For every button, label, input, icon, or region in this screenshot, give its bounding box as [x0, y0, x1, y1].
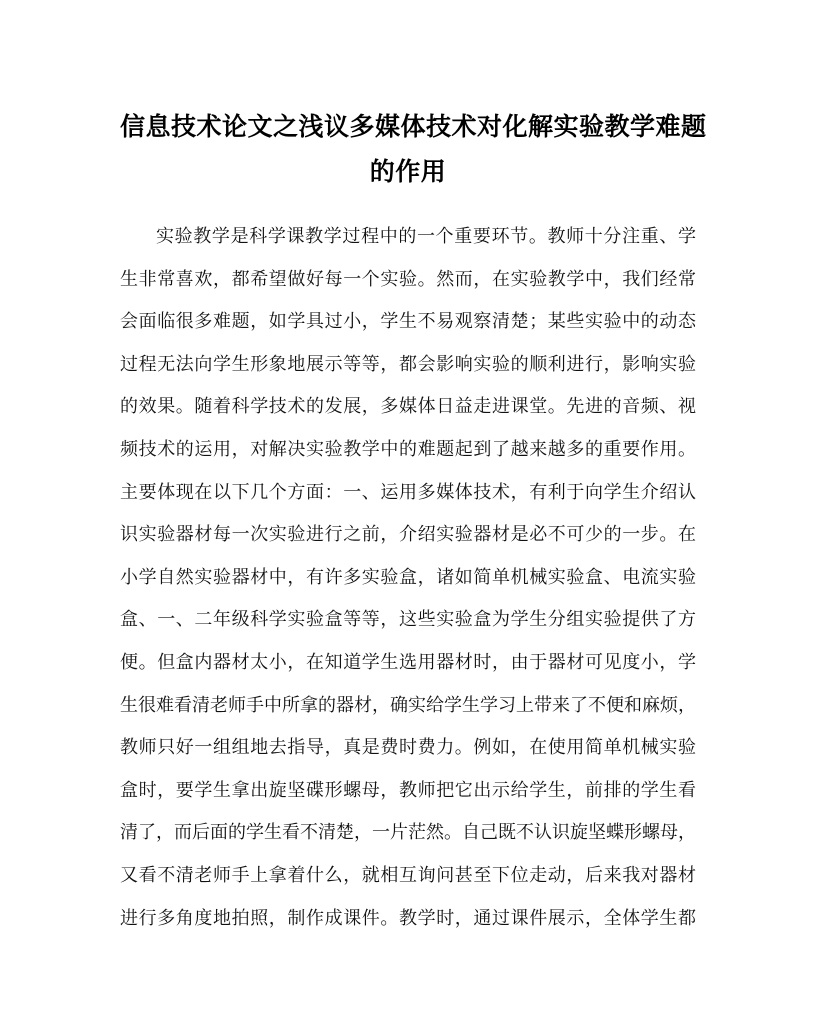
body-line: 过程无法向学生形象地展示等等，都会影响实验的顺利进行，影响实验 — [120, 353, 696, 375]
body-line: 频技术的运用，对解决实验教学中的难题起到了越来越多的重要作用。 — [120, 438, 696, 460]
body-line: 盒时，要学生拿出旋坚碟形螺母，教师把它出示给学生，前排的学生看 — [120, 779, 696, 801]
body-line: 便。但盒内器材太小，在知道学生选用器材时，由于器材可见度小，学 — [120, 651, 696, 673]
body-paragraph — [120, 216, 696, 940]
body-line: 又看不清老师手上拿着什么，就相互询问甚至下位走动，后来我对器材 — [120, 864, 696, 886]
body-line: 教师只好一组组地去指导，真是费时费力。例如，在使用简单机械实验 — [120, 737, 696, 759]
body-line: 盒、一、二年级科学实验盒等等，这些实验盒为学生分组实验提供了方 — [120, 609, 696, 631]
document-title — [120, 104, 707, 194]
body-line: 识实验器材每一次实验进行之前，介绍实验器材是必不可少的一步。在 — [120, 524, 696, 546]
body-line: 小学自然实验器材中，有许多实验盒，诸如简单机械实验盒、电流实验 — [120, 566, 696, 588]
body-line: 生很难看清老师手中所拿的器材，确实给学生学习上带来了不便和麻烦， — [120, 694, 696, 716]
body-line: 主要体现在以下几个方面：一、运用多媒体技术，有利于向学生介绍认 — [120, 481, 696, 503]
title-line-1: 信息技术论文之浅议多媒体技术对化解实验教学难题 — [120, 112, 707, 141]
body-line: 进行多角度地拍照，制作成课件。教学时，通过课件展示，全体学生都 — [120, 907, 696, 929]
body-line: 会面临很多难题，如学具过小，学生不易观察清楚；某些实验中的动态 — [120, 311, 696, 333]
title-line-2: 的作用 — [369, 157, 447, 186]
body-line: 实验教学是科学课教学过程中的一个重要环节。教师十分注重、学 — [156, 226, 696, 247]
body-line: 生非常喜欢，都希望做好每一个实验。然而，在实验教学中，我们经常 — [120, 268, 696, 290]
body-line: 清了，而后面的学生看不清楚，一片茫然。自己既不认识旋坚蝶形螺母， — [120, 822, 696, 844]
body-line: 的效果。随着科学技术的发展，多媒体日益走进课堂。先进的音频、视 — [120, 396, 696, 418]
